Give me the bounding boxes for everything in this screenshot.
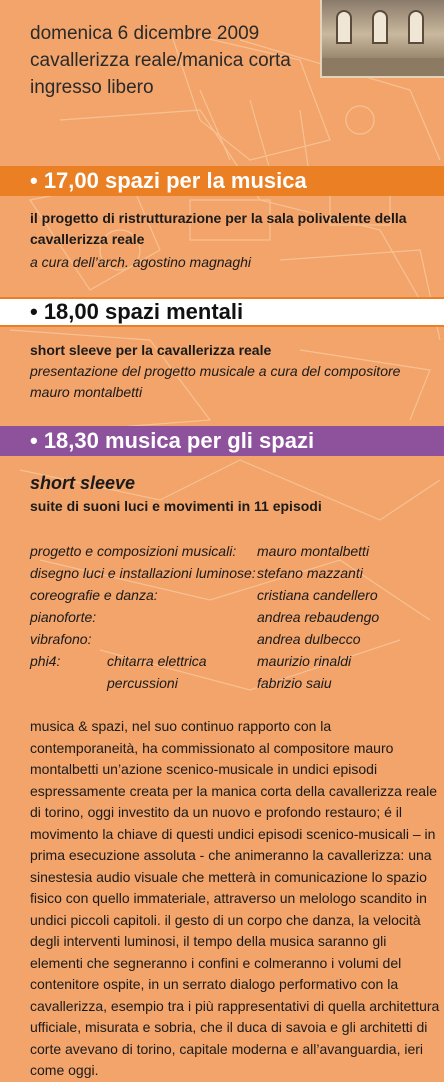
- credit-name: cristiana candellero: [257, 587, 378, 603]
- section-heading-1700: • 17,00 spazi per la musica: [0, 166, 444, 196]
- cavallerizza-interior-photo: [320, 0, 444, 78]
- credit-name: andrea rebaudengo: [257, 609, 380, 625]
- credit-role: coreografie e danza:: [30, 587, 158, 603]
- credit-name: mauro montalbetti: [257, 543, 370, 559]
- event-description: musica & spazi, nel suo continuo rapporto con la contemporaneità, ha commissionato al compositore mauro montalbetti un’azione scenico-musicale in undici episodi espressamente creata per la manica corta della cavallerizza reale di torino, oggi investito da un nuovo e profondo restauro; é il movimento la chiave di questi undici episodi scenico-musicali – in prima esecuzione assoluta - che animeranno la cavallerizza: una sinestesia audio visuale che metterà in comunicazione lo spazio fisico con quello immateriale, attraverso un melologo scandito in undici piccoli capitoli. il gesto di un corpo che danza, la velocità degli interventi luminosi, il tempo della musica saranno gli elementi che segneranno i confini e colmeranno i volumi del contenitore ospite, in un serrato dialogo performativo con la cavallerizza, esempio tra i più rappresentativi di quella architettura ufficiale, misurata e sobria, che il duca di savoia e gli architetti di corte avevano di torino, capitale moderna e all’avanguardia, ieri come oggi.: [30, 718, 440, 1078]
- work-title: short sleeve: [30, 473, 136, 493]
- section-heading-1800: • 18,00 spazi mentali: [0, 297, 444, 327]
- section-1700-title: il progetto di ristrutturazione per la sala polivalente della cavallerizza reale: [30, 210, 407, 247]
- credit-role: vibrafono:: [30, 631, 92, 647]
- section-1800-subtitle: presentazione del progetto musicale a cura del compositore mauro montalbetti: [30, 363, 401, 400]
- photo-floor: [322, 58, 444, 76]
- credit-name: stefano mazzanti: [257, 565, 363, 581]
- arch-window: [336, 10, 352, 44]
- credit-role: pianoforte:: [30, 609, 97, 625]
- section-heading-1830: • 18,30 musica per gli spazi: [0, 426, 444, 456]
- arch-window: [408, 10, 424, 44]
- work-subtitle: suite di suoni luci e movimenti in 11 episodi: [30, 498, 322, 514]
- credit-role: phi4:: [30, 653, 61, 669]
- event-date: domenica 6 dicembre 2009: [30, 23, 260, 44]
- credit-name: fabrizio saiu: [257, 675, 332, 691]
- credit-name: maurizio rinaldi: [257, 653, 352, 669]
- arch-window: [372, 10, 388, 44]
- credit-instrument: percussioni: [107, 675, 178, 691]
- event-entry: ingresso libero: [30, 77, 154, 98]
- event-header: [30, 20, 291, 101]
- credit-role: progetto e composizioni musicali:: [30, 543, 237, 559]
- section-1700-subtitle: a cura dell’arch. agostino magnaghi: [30, 254, 252, 270]
- credit-instrument: chitarra elettrica: [107, 653, 207, 669]
- event-venue: cavallerizza reale/manica corta: [30, 50, 291, 71]
- credit-role: disegno luci e installazioni luminose:: [30, 565, 256, 581]
- credit-name: andrea dulbecco: [257, 631, 361, 647]
- section-1800-title: short sleeve per la cavallerizza reale: [30, 342, 272, 358]
